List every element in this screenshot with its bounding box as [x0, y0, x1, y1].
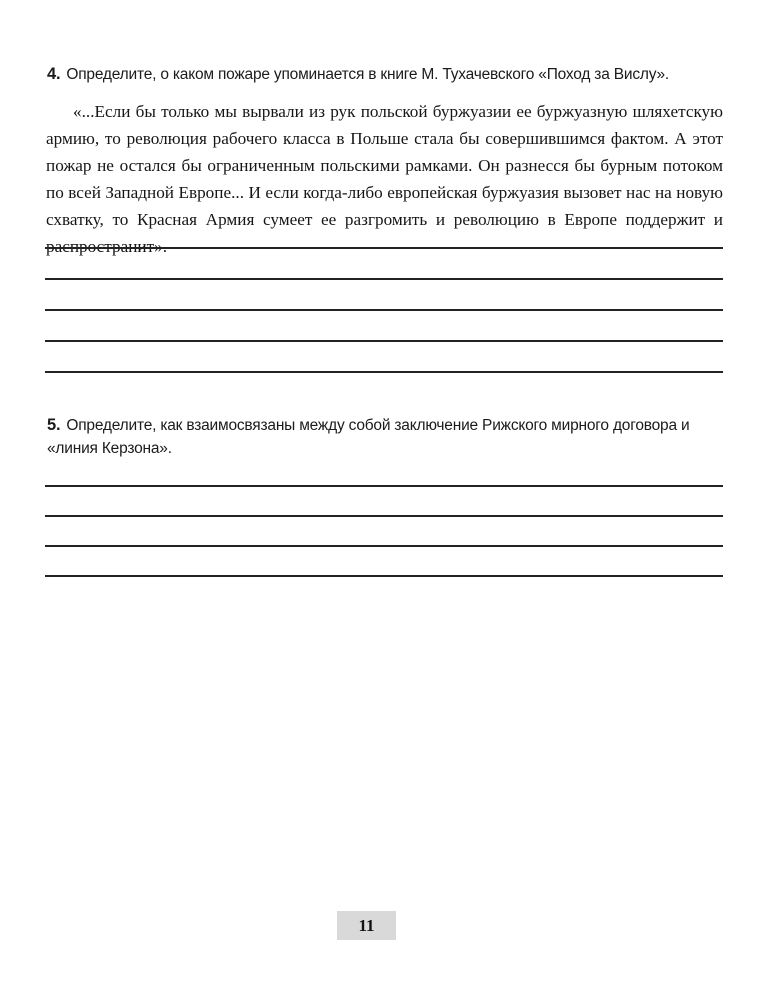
task-4-answer-lines — [45, 218, 723, 373]
task-5-header — [47, 414, 725, 460]
task-4-header — [47, 63, 725, 86]
task-5-prompt: Определите, как взаимосвязаны между собой заключение Рижского мирного договора и «линия Керзона». — [47, 417, 690, 457]
task-4-quote: «...Если бы только мы вырвали из рук польской буржуазии ее буржуазную шляхетскую армию, то революция рабочего класса в Польше стала бы совершившимся фактом. А этот пожар не остался бы ограниченным польскими рамками. Он разнесся бы бурным потоком по всей Западной Европе... И если когда-либо европейская буржуазия вызовет нас на новую схватку, то Красная Армия сумеет ее разгромить и революцию в Европе поддержит и распространит». — [46, 102, 723, 256]
answer-line — [45, 342, 723, 373]
answer-line — [45, 547, 723, 577]
answer-line — [45, 487, 723, 517]
answer-line — [45, 249, 723, 280]
task-5-number: 5. — [47, 416, 61, 434]
page-number: 11 — [337, 911, 396, 940]
answer-line — [45, 280, 723, 311]
task-4-prompt: Определите, о каком пожаре упоминается в книге М. Тухачевского «Поход за Вислу». — [66, 66, 669, 83]
task-5-answer-lines — [45, 457, 723, 577]
answer-line — [45, 457, 723, 487]
task-4-number: 4. — [47, 65, 61, 83]
answer-line — [45, 517, 723, 547]
answer-line — [45, 311, 723, 342]
answer-line — [45, 218, 723, 249]
